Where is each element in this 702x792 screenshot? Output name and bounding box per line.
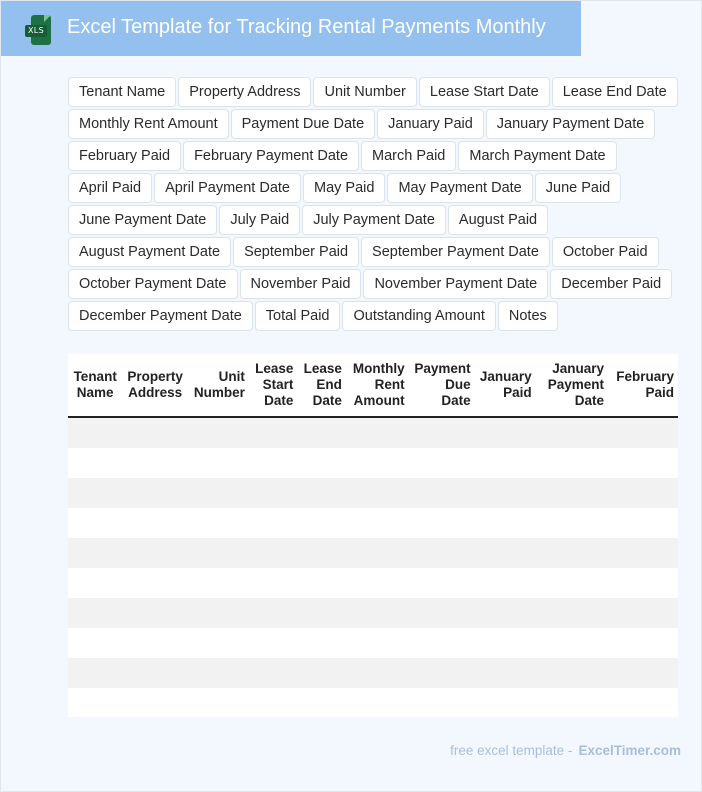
- field-chip: April Paid: [68, 173, 152, 203]
- field-chip: Tenant Name: [68, 77, 176, 107]
- table-cell[interactable]: [536, 658, 608, 688]
- table-header-row: [68, 354, 678, 417]
- column-header: Property Address: [122, 354, 187, 417]
- table-cell[interactable]: [608, 688, 678, 717]
- table-cell[interactable]: [188, 448, 249, 478]
- table-cell[interactable]: [297, 417, 346, 448]
- table-cell[interactable]: [346, 688, 409, 717]
- field-chip: November Paid: [240, 269, 362, 299]
- table-cell[interactable]: [249, 568, 298, 598]
- table-cell[interactable]: [188, 598, 249, 628]
- field-chip: Monthly Rent Amount: [68, 109, 229, 139]
- table-cell[interactable]: [475, 538, 536, 568]
- table-cell[interactable]: [122, 448, 187, 478]
- field-chip: June Paid: [535, 173, 622, 203]
- field-chip: January Paid: [377, 109, 484, 139]
- field-chip: July Paid: [219, 205, 300, 235]
- table-cell[interactable]: [475, 628, 536, 658]
- field-list: [68, 77, 698, 333]
- table-cell[interactable]: [608, 538, 678, 568]
- table-cell[interactable]: [346, 658, 409, 688]
- table-cell[interactable]: [297, 448, 346, 478]
- table-cell[interactable]: [409, 598, 475, 628]
- field-chip: March Payment Date: [458, 141, 616, 171]
- table-cell[interactable]: [536, 688, 608, 717]
- table-cell[interactable]: [536, 508, 608, 538]
- table-cell[interactable]: [122, 568, 187, 598]
- table-cell[interactable]: [297, 658, 346, 688]
- table-cell[interactable]: [249, 448, 298, 478]
- field-chip: December Paid: [550, 269, 672, 299]
- field-chip: May Payment Date: [387, 173, 532, 203]
- table-cell[interactable]: [188, 417, 249, 448]
- table-cell[interactable]: [536, 478, 608, 508]
- table-cell[interactable]: [188, 658, 249, 688]
- data-table: [68, 354, 678, 717]
- table-cell[interactable]: [68, 508, 122, 538]
- table-cell[interactable]: [536, 598, 608, 628]
- table-cell[interactable]: [188, 688, 249, 717]
- table-cell[interactable]: [68, 417, 122, 448]
- xls-icon-label: XLS: [25, 25, 47, 37]
- table-cell[interactable]: [297, 688, 346, 717]
- table-cell[interactable]: [475, 658, 536, 688]
- field-chip: October Payment Date: [68, 269, 238, 299]
- table-row: [68, 478, 678, 508]
- field-chip: August Payment Date: [68, 237, 231, 267]
- table-cell[interactable]: [409, 448, 475, 478]
- table-cell[interactable]: [536, 568, 608, 598]
- field-chip: December Payment Date: [68, 301, 253, 331]
- excel-file-icon: [25, 15, 51, 45]
- column-header: Tenant Name: [68, 354, 122, 417]
- table-cell[interactable]: [475, 688, 536, 717]
- table-cell[interactable]: [68, 448, 122, 478]
- table-cell[interactable]: [536, 538, 608, 568]
- table-cell[interactable]: [346, 628, 409, 658]
- table-cell[interactable]: [188, 628, 249, 658]
- table-cell[interactable]: [122, 688, 187, 717]
- table-cell[interactable]: [249, 628, 298, 658]
- table-cell[interactable]: [249, 688, 298, 717]
- field-chip: October Paid: [552, 237, 659, 267]
- table-cell[interactable]: [409, 508, 475, 538]
- table-cell[interactable]: [608, 568, 678, 598]
- header-banner: [1, 1, 581, 56]
- table-cell[interactable]: [122, 508, 187, 538]
- table-cell[interactable]: [68, 598, 122, 628]
- table-cell[interactable]: [346, 417, 409, 448]
- column-header: Unit Number: [188, 354, 249, 417]
- field-chip: March Paid: [361, 141, 456, 171]
- table-cell[interactable]: [68, 658, 122, 688]
- table-row: [68, 417, 678, 448]
- table-cell[interactable]: [188, 568, 249, 598]
- table-row: [68, 448, 678, 478]
- table-cell[interactable]: [536, 448, 608, 478]
- table-row: [68, 628, 678, 658]
- table-cell[interactable]: [409, 417, 475, 448]
- table-cell[interactable]: [68, 688, 122, 717]
- table-cell[interactable]: [608, 628, 678, 658]
- table-cell[interactable]: [409, 478, 475, 508]
- table-cell[interactable]: [346, 568, 409, 598]
- table-cell[interactable]: [297, 508, 346, 538]
- field-chip: Outstanding Amount: [342, 301, 495, 331]
- column-header: Payment Due Date: [409, 354, 475, 417]
- table-cell[interactable]: [297, 598, 346, 628]
- column-header: Lease Start Date: [249, 354, 298, 417]
- spreadsheet-preview: [68, 354, 678, 717]
- table-cell[interactable]: [249, 478, 298, 508]
- table-cell[interactable]: [475, 568, 536, 598]
- table-cell[interactable]: [536, 417, 608, 448]
- table-cell[interactable]: [297, 538, 346, 568]
- table-cell[interactable]: [297, 478, 346, 508]
- column-header: Monthly Rent Amount: [346, 354, 409, 417]
- table-cell[interactable]: [68, 478, 122, 508]
- table-cell[interactable]: [475, 478, 536, 508]
- table-cell[interactable]: [536, 628, 608, 658]
- table-row: [68, 538, 678, 568]
- table-cell[interactable]: [475, 448, 536, 478]
- table-cell[interactable]: [122, 478, 187, 508]
- table-cell[interactable]: [122, 658, 187, 688]
- field-chip: September Payment Date: [361, 237, 550, 267]
- field-chip: September Paid: [233, 237, 359, 267]
- table-cell[interactable]: [475, 508, 536, 538]
- table-cell[interactable]: [68, 568, 122, 598]
- field-chip: November Payment Date: [363, 269, 548, 299]
- table-cell[interactable]: [122, 417, 187, 448]
- table-cell[interactable]: [122, 628, 187, 658]
- column-header: January Payment Date: [536, 354, 608, 417]
- table-cell[interactable]: [409, 688, 475, 717]
- field-chip: Unit Number: [313, 77, 416, 107]
- table-cell[interactable]: [346, 508, 409, 538]
- table-cell[interactable]: [608, 598, 678, 628]
- table-cell[interactable]: [346, 478, 409, 508]
- table-cell[interactable]: [249, 658, 298, 688]
- table-cell[interactable]: [188, 478, 249, 508]
- table-cell[interactable]: [249, 417, 298, 448]
- field-chip: Property Address: [178, 77, 311, 107]
- table-cell[interactable]: [249, 508, 298, 538]
- table-cell[interactable]: [346, 448, 409, 478]
- page-title: Excel Template for Tracking Rental Payments Monthly: [67, 16, 546, 38]
- column-header: Lease End Date: [297, 354, 346, 417]
- footer-brand-link[interactable]: ExcelTimer.com: [578, 743, 681, 758]
- column-header: January Paid: [475, 354, 536, 417]
- table-cell[interactable]: [475, 417, 536, 448]
- table-cell[interactable]: [297, 568, 346, 598]
- field-chip: Lease End Date: [552, 77, 678, 107]
- table-cell[interactable]: [608, 658, 678, 688]
- table-cell[interactable]: [608, 508, 678, 538]
- table-cell[interactable]: [249, 598, 298, 628]
- footer-text: free excel template -: [450, 743, 573, 758]
- table-cell[interactable]: [249, 538, 298, 568]
- column-header: February Paid: [608, 354, 678, 417]
- table-cell[interactable]: [68, 538, 122, 568]
- table-cell[interactable]: [409, 568, 475, 598]
- table-cell[interactable]: [409, 658, 475, 688]
- table-cell[interactable]: [475, 598, 536, 628]
- table-row: [68, 598, 678, 628]
- field-chip: May Paid: [303, 173, 385, 203]
- field-chip: Payment Due Date: [231, 109, 376, 139]
- table-row: [68, 658, 678, 688]
- field-chip: February Paid: [68, 141, 181, 171]
- table-cell[interactable]: [122, 538, 187, 568]
- field-chip: Total Paid: [255, 301, 341, 331]
- field-chip: July Payment Date: [302, 205, 446, 235]
- table-body: [68, 417, 678, 717]
- table-cell[interactable]: [409, 628, 475, 658]
- table-cell[interactable]: [346, 538, 409, 568]
- table-cell[interactable]: [68, 628, 122, 658]
- table-cell[interactable]: [297, 628, 346, 658]
- table-cell[interactable]: [188, 508, 249, 538]
- table-cell[interactable]: [608, 478, 678, 508]
- field-chip: August Paid: [448, 205, 548, 235]
- footer-credit: [450, 743, 681, 758]
- table-cell[interactable]: [608, 417, 678, 448]
- field-chip: February Payment Date: [183, 141, 359, 171]
- table-row: [68, 688, 678, 717]
- table-row: [68, 568, 678, 598]
- table-cell[interactable]: [409, 538, 475, 568]
- field-chip: Notes: [498, 301, 558, 331]
- table-cell[interactable]: [188, 538, 249, 568]
- field-chip: April Payment Date: [154, 173, 301, 203]
- table-cell[interactable]: [346, 598, 409, 628]
- table-row: [68, 508, 678, 538]
- field-chip: June Payment Date: [68, 205, 217, 235]
- field-chip: Lease Start Date: [419, 77, 550, 107]
- table-cell[interactable]: [608, 448, 678, 478]
- field-chip: January Payment Date: [486, 109, 656, 139]
- table-cell[interactable]: [122, 598, 187, 628]
